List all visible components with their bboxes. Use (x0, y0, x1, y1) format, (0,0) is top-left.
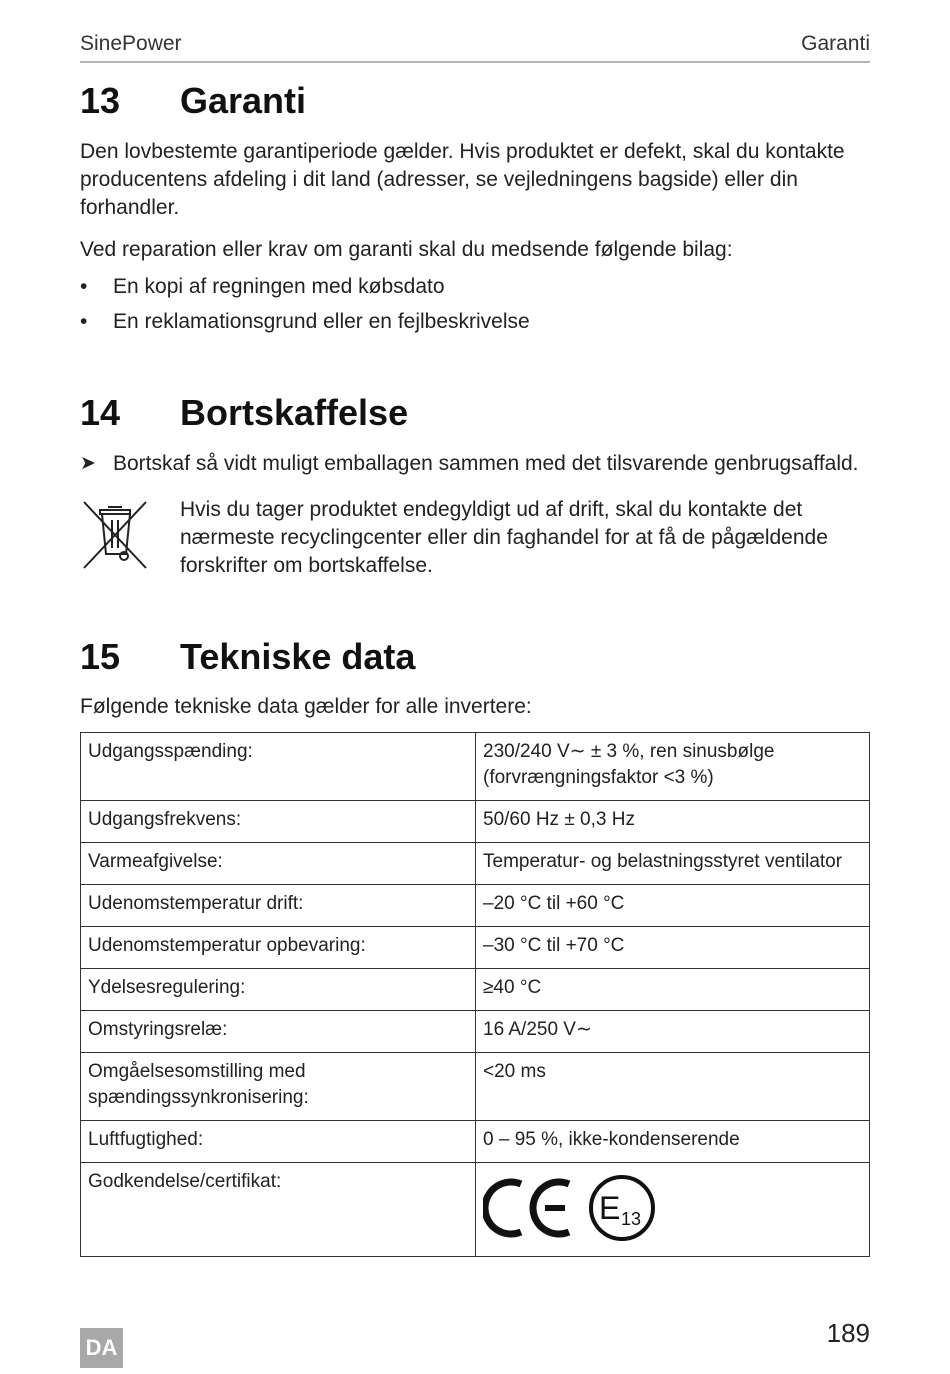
section-title: Bortskaffelse (180, 392, 409, 433)
header-divider (80, 61, 870, 63)
section-number: 14 (80, 392, 121, 433)
spec-label: Omgåelsesomstilling med spændingssynkronisering: (81, 1053, 476, 1121)
spec-label: Varmeafgivelse: (81, 843, 476, 885)
spec-value: 0 – 95 %, ikke-kondenserende (476, 1121, 870, 1163)
table-row (81, 733, 870, 801)
spec-label: Godkendelse/certifikat: (81, 1163, 476, 1257)
svg-text:E: E (599, 1190, 621, 1226)
section-number: 13 (80, 80, 121, 121)
spec-label: Udgangsfrekvens: (81, 801, 476, 843)
bullet-icon: • (80, 275, 88, 298)
arrow-right-icon: ➤ (80, 453, 96, 474)
spec-value: –20 °C til +60 °C (476, 885, 870, 927)
language-badge: DA (80, 1328, 123, 1368)
spec-value: <20 ms (476, 1053, 870, 1121)
spec-label: Ydelsesregulering: (81, 969, 476, 1011)
ce-mark-icon (483, 1176, 573, 1240)
spec-value: Temperatur- og belastningsstyret ventilator (476, 843, 870, 885)
e13-mark-icon (587, 1173, 657, 1243)
spec-value: 50/60 Hz ± 0,3 Hz (476, 801, 870, 843)
warranty-paragraph: Den lovbestemte garantiperiode gælder. Hvis produktet er defekt, skal du kontakte producentens afdeling i dit land (adresser, se vejledningens bagside) eller din forhandler. (80, 140, 845, 219)
table-row (81, 969, 870, 1011)
svg-text:13: 13 (621, 1209, 642, 1229)
table-row (81, 885, 870, 927)
table-row (81, 1011, 870, 1053)
technical-data-intro: Følgende tekniske data gælder for alle invertere: (80, 695, 532, 718)
running-header-chapter: Garanti (801, 32, 870, 55)
spec-value: 230/240 V∼ ± 3 %, ren sinusbølge (forvrængningsfaktor <3 %) (476, 733, 870, 801)
warranty-documents-intro: Ved reparation eller krav om garanti skal du medsende følgende bilag: (80, 238, 733, 261)
spec-value: 16 A/250 V∼ (476, 1011, 870, 1053)
spec-value: –30 °C til +70 °C (476, 927, 870, 969)
table-row (81, 1053, 870, 1121)
section-title: Garanti (180, 80, 307, 121)
table-row (81, 1121, 870, 1163)
bullet-icon: • (80, 310, 88, 333)
section-number: 15 (80, 636, 121, 677)
table-row (81, 1163, 870, 1257)
section-title: Tekniske data (180, 636, 416, 677)
spec-label: Udenomstemperatur opbevaring: (81, 927, 476, 969)
table-row (81, 801, 870, 843)
weee-disposal-text: Hvis du tager produktet endegyldigt ud af drift, skal du kontakte det nærmeste recyclingcenter eller din faghandel for at få de pågældende forskrifter om bortskaffelse. (180, 498, 828, 577)
table-row (81, 843, 870, 885)
spec-label: Luftfugtighed: (81, 1121, 476, 1163)
running-header-product: SinePower (80, 32, 182, 55)
spec-label: Udgangsspænding: (81, 733, 476, 801)
spec-value-certificates (476, 1163, 870, 1257)
table-row (81, 927, 870, 969)
crossed-out-wheelie-bin-icon (80, 498, 150, 572)
spec-value: ≥40 °C (476, 969, 870, 1011)
page-number: 189 (826, 1318, 870, 1348)
technical-specs-table (80, 732, 870, 1257)
spec-label: Omstyringsrelæ: (81, 1011, 476, 1053)
spec-label: Udenomstemperatur drift: (81, 885, 476, 927)
